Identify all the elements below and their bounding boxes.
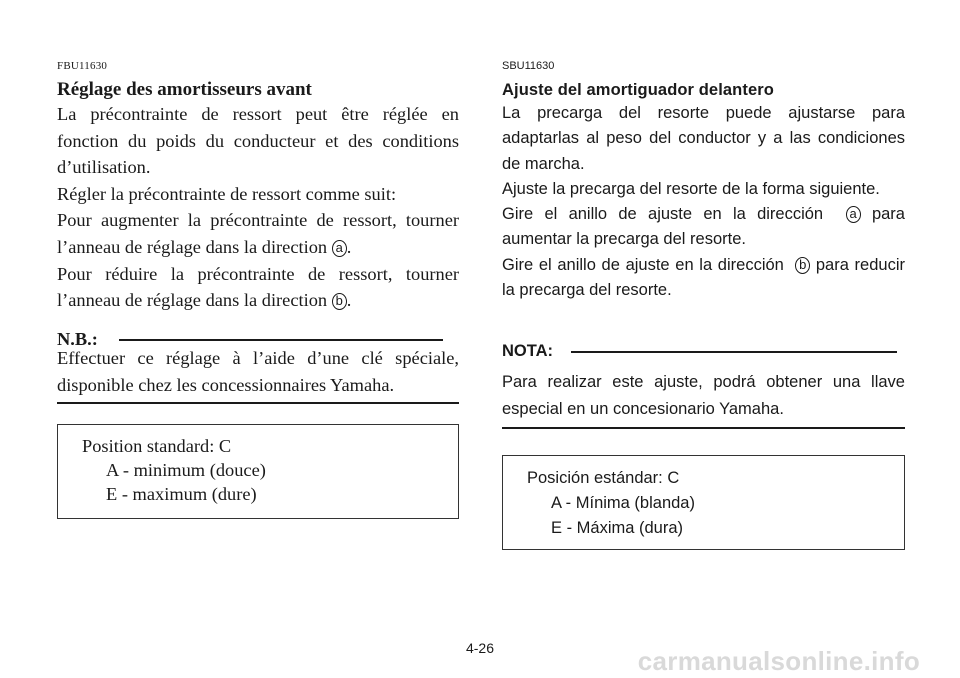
paragraph-text: para aumentar la precarga del resorte. — [502, 205, 905, 249]
watermark: carmanualsonline.info — [637, 646, 920, 676]
section-code: FBU11630 — [57, 60, 108, 72]
spec-box — [57, 424, 459, 519]
note-rule — [119, 339, 443, 341]
section-heading: Réglage des amortisseurs avant — [57, 79, 312, 100]
paragraph-text: . — [346, 236, 352, 257]
note-header — [502, 342, 905, 361]
paragraph-text: Pour réduire la précontrainte de ressort, tourner l’anneau de réglage dans la direction — [57, 263, 459, 311]
page-number: 4-26 — [465, 640, 495, 656]
note-end-rule — [57, 402, 459, 404]
spec-max: E - maximum (dure) — [106, 484, 257, 504]
note-rule — [571, 351, 897, 353]
direction-a-marker: a — [846, 206, 861, 223]
direction-b-marker: b — [795, 257, 810, 274]
spec-title: Position standard: C — [82, 436, 232, 456]
note-text: Effectuer ce réglage à l’aide d’une clé spéciale, disponible chez les concessionnaires Yamaha. — [57, 348, 459, 395]
direction-b-marker: b — [332, 293, 347, 310]
spec-max: E - Máxima (dura) — [551, 519, 684, 537]
paragraph — [502, 202, 905, 253]
paragraph: Ajuste la precarga del resorte de la forma siguiente. — [502, 179, 880, 198]
section-body — [502, 101, 905, 303]
paragraph — [57, 207, 459, 260]
paragraph-text: . — [346, 290, 352, 311]
note-text: Para realizar este ajuste, podrá obtener una llave especial en un concesionario Yamaha. — [502, 373, 905, 418]
paragraph-text: Gire el anillo de ajuste en la dirección — [502, 255, 784, 274]
section-code: SBU11630 — [502, 60, 555, 72]
spec-title: Posición estándar: C — [527, 469, 680, 487]
note-label: NOTA: — [502, 342, 554, 360]
spec-box — [502, 455, 905, 550]
paragraph-text: para reducir la precarga del resorte. — [502, 255, 905, 300]
paragraph — [57, 261, 459, 314]
section-body — [57, 101, 459, 314]
spec-min: A - Mínima (blanda) — [551, 494, 695, 512]
paragraph-text: Gire el anillo de ajuste en la dirección — [502, 205, 824, 224]
paragraph — [502, 253, 905, 304]
note-end-rule — [502, 427, 905, 429]
note-label: N.B.: — [57, 329, 98, 349]
spec-min: A - minimum (douce) — [106, 460, 266, 480]
paragraph-text: Pour augmenter la précontrainte de ressort, tourner l’anneau de réglage dans la direction — [57, 210, 459, 257]
paragraph: Régler la précontrainte de ressort comme suit: — [57, 183, 397, 204]
direction-a-marker: a — [332, 240, 347, 257]
section-heading: Ajuste del amortiguador delantero — [502, 81, 774, 99]
paragraph: La précontrainte de ressort peut être réglée en fonction du poids du conducteur et des conditions d’utilisation. — [57, 104, 459, 178]
paragraph: La precarga del resorte puede ajustarse para adaptarlas al peso del conductor y a las condiciones de marcha. — [502, 104, 905, 173]
